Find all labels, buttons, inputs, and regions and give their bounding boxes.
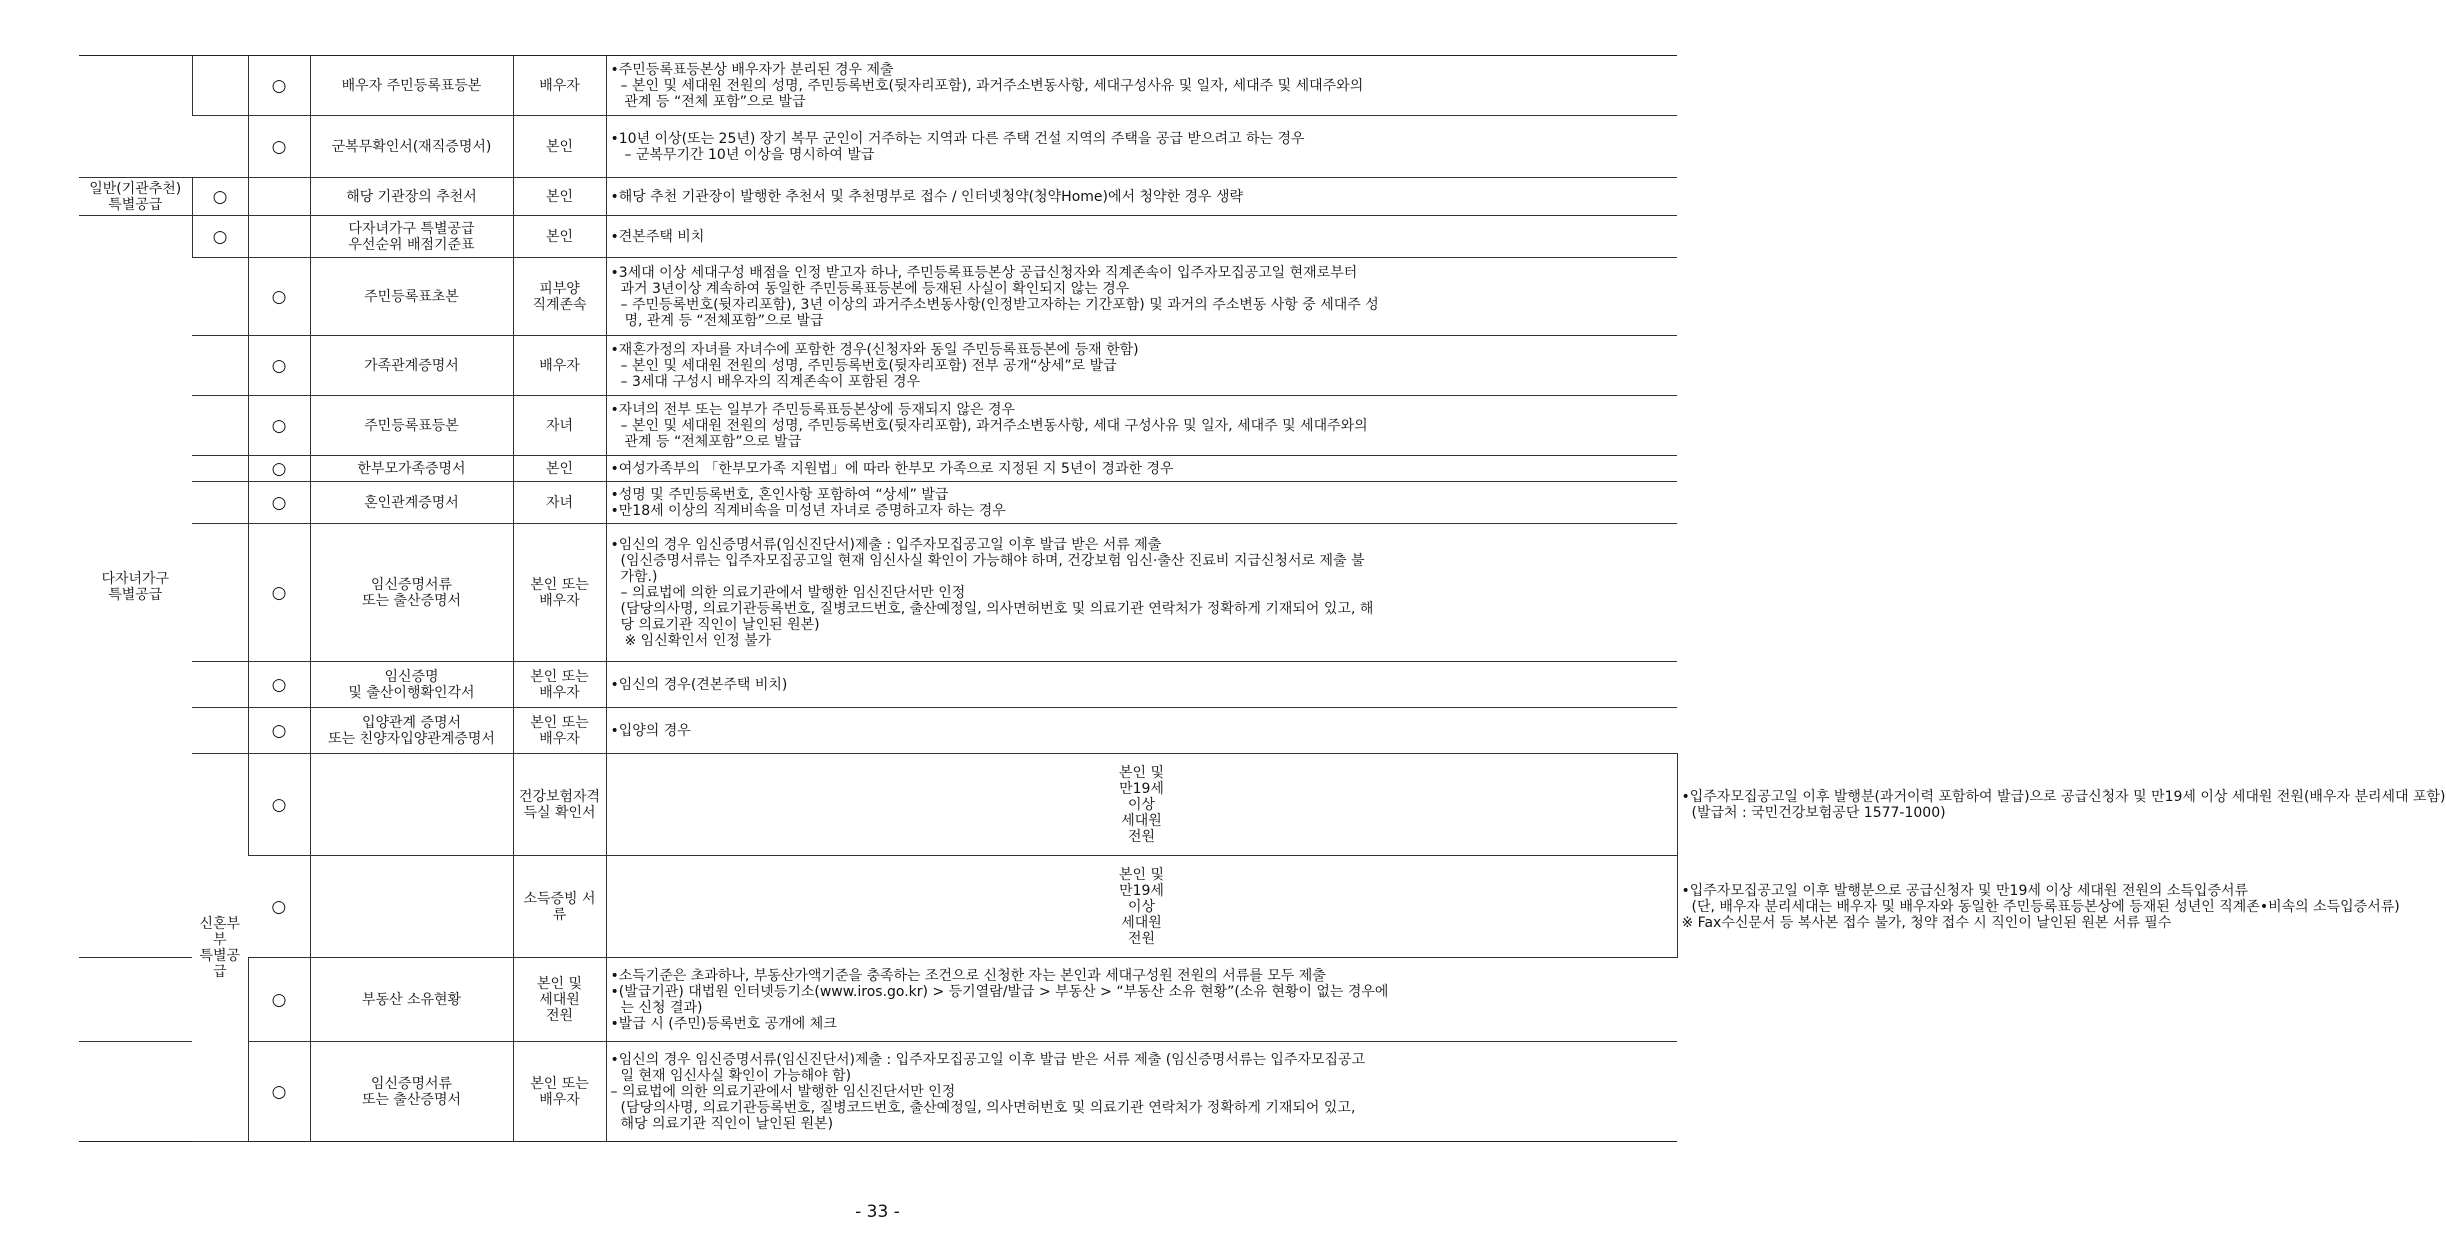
document-name: 임신증명서류 또는 출산증명서 [310, 1042, 513, 1142]
document-notes [606, 708, 1677, 754]
table-row [79, 662, 1677, 708]
conditional-mark-cell: ○ [248, 336, 310, 396]
table-row [79, 336, 1677, 396]
document-name: 해당 기관장의 추천서 [310, 178, 513, 216]
conditional-mark-cell [248, 216, 310, 258]
note-line: (담당의사명, 의료기관등록번호, 질병코드번호, 출산예정일, 의사면허번호 및 의료기관 연락처가 정확하게 기재되어 있고, [620, 1099, 1356, 1116]
document-name: 혼인관계증명서 [310, 482, 513, 524]
document-notes [606, 482, 1677, 524]
note-line: •견본주택 비치 [610, 228, 705, 245]
document-notes [606, 662, 1677, 708]
note-line: •임신의 경우 임신증명서류(임신진단서)제출 : 입주자모집공고일 이후 발급 받은 서류 제출 (임신증명서류는 입주자모집공고 [610, 1051, 1366, 1068]
applicant-target: 자녀 [513, 482, 606, 524]
note-line: 는 신청 결과) [620, 999, 703, 1016]
applicant-target: 본인 및 만19세 이상 세대원 전원 [606, 856, 1677, 958]
applicant-target: 본인 [513, 178, 606, 216]
page-number: - 33 - [855, 1202, 900, 1222]
note-line: – 의료법에 의한 의료기관에서 발행한 임신진단서만 인정 [620, 584, 966, 601]
document-name: 한부모가족증명서 [310, 456, 513, 482]
note-line: •3세대 이상 세대구성 배점을 인정 받고자 하나, 주민등록표등본상 공급신청자와 직계존속이 입주자모집공고일 현재로부터 [610, 264, 1358, 281]
note-line: – 의료법에 의한 의료기관에서 발행한 임신진단서만 인정 [610, 1083, 956, 1100]
note-line: 명, 관계 등 “전체포함”으로 발급 [624, 312, 824, 329]
table-row [79, 1042, 1677, 1142]
applicant-target: 본인 [513, 216, 606, 258]
conditional-mark-cell: ○ [248, 396, 310, 456]
note-line: (임신증명서류는 입주자모집공고일 현재 임신사실 확인이 가능해야 하며, 건강보험 임신·출산 진료비 지급신청서로 제출 불 [620, 552, 1365, 569]
note-line: 과거 3년이상 계속하여 동일한 주민등록표등본에 등재된 사실이 확인되지 않는 경우 [620, 280, 1130, 297]
applicant-target: 자녀 [513, 396, 606, 456]
note-line: – 본인 및 세대원 전원의 성명, 주민등록번호(뒷자리포함) 전부 공개“상세”로 발급 [620, 357, 1117, 374]
applicant-target: 피부양 직계존속 [513, 258, 606, 336]
conditional-mark-cell: ○ [248, 482, 310, 524]
note-line: •여성가족부의 「한부모가족 지원법」에 따라 한부모 가족으로 지정된 지 5년이 경과한 경우 [610, 460, 1174, 477]
note-line: •자녀의 전부 또는 일부가 주민등록표등본상에 등재되지 않은 경우 [610, 401, 1016, 418]
table-row [79, 456, 1677, 482]
document-name: 임신증명서류 또는 출산증명서 [310, 524, 513, 662]
required-mark-cell [192, 708, 248, 754]
note-line: •성명 및 주민등록번호, 혼인사항 포함하여 “상세” 발급 [610, 486, 949, 503]
conditional-mark-cell: ○ [248, 456, 310, 482]
document-notes [606, 116, 1677, 178]
note-line: – 3세대 구성시 배우자의 직계존속이 포함된 경우 [620, 373, 921, 390]
table-row [79, 56, 1677, 116]
document-name: 입양관계 증명서 또는 친양자입양관계증명서 [310, 708, 513, 754]
note-line: •해당 추천 기관장이 발행한 추천서 및 추천명부로 접수 / 인터넷청약(청약Home)에서 청약한 경우 생략 [610, 188, 1244, 205]
table-row [79, 116, 1677, 178]
table-row [79, 258, 1677, 336]
note-line: •주민등록표등본상 배우자가 분리된 경우 제출 [610, 61, 894, 78]
note-line: (담당의사명, 의료기관등록번호, 질병코드번호, 출산예정일, 의사면허번호 및 의료기관 연락처가 정확하게 기재되어 있고, 해 [620, 600, 1374, 617]
required-mark-cell: ○ [192, 178, 248, 216]
required-mark-cell [192, 662, 248, 708]
note-line: •발급 시 (주민)등록번호 공개에 체크 [610, 1015, 837, 1032]
applicant-target: 본인 또는 배우자 [513, 708, 606, 754]
applicant-target: 본인 또는 배우자 [513, 662, 606, 708]
required-mark-cell [79, 958, 192, 1042]
note-line: – 군복무기간 10년 이상을 명시하여 발급 [624, 146, 875, 163]
document-notes [606, 56, 1677, 116]
document-name: 배우자 주민등록표등본 [310, 56, 513, 116]
document-notes [606, 396, 1677, 456]
applicant-target: 본인 또는 배우자 [513, 524, 606, 662]
applicant-target: 본인 및 세대원 전원 [513, 958, 606, 1042]
document-name: 주민등록표초본 [310, 258, 513, 336]
document-notes [606, 456, 1677, 482]
conditional-mark-cell: ○ [248, 524, 310, 662]
applicant-target: 본인 또는 배우자 [513, 1042, 606, 1142]
required-mark-cell [192, 116, 248, 178]
applicant-target: 배우자 [513, 56, 606, 116]
document-name: 가족관계증명서 [310, 336, 513, 396]
document-name: 건강보험자격득실 확인서 [513, 754, 606, 856]
required-mark-cell [192, 456, 248, 482]
document-name: 소득증빙 서류 [513, 856, 606, 958]
required-mark-cell [192, 56, 248, 116]
table-row [79, 482, 1677, 524]
document-notes [606, 258, 1677, 336]
note-line: •재혼가정의 자녀를 자녀수에 포함한 경우(신청자와 동일 주민등록표등본에 등재 한함) [610, 341, 1139, 358]
document-notes [606, 178, 1677, 216]
note-line: •만18세 이상의 직계비속을 미성년 자녀로 증명하고자 하는 경우 [610, 502, 1006, 519]
note-line: •10년 이상(또는 25년) 장기 복무 군인이 거주하는 지역과 다른 주택 건설 지역의 주택을 공급 받으려고 하는 경우 [610, 130, 1305, 147]
applicant-target: 본인 [513, 116, 606, 178]
applicant-target: 배우자 [513, 336, 606, 396]
note-line: – 주민등록번호(뒷자리포함), 3년 이상의 과거주소변동사항(인정받고자하는 기간포함) 및 과거의 주소변동 사항 중 세대주 성 [620, 296, 1379, 313]
required-mark-cell [192, 396, 248, 456]
conditional-mark-cell: ○ [248, 1042, 310, 1142]
conditional-mark-cell [248, 178, 310, 216]
note-line: •(발급기관) 대법원 인터넷등기소(www.iros.go.kr) > 등기열람/발급 > 부동산 > “부동산 소유 현황”(소유 현황이 없는 경우에 [610, 983, 1389, 1000]
document-notes [606, 216, 1677, 258]
conditional-mark-cell: ○ [248, 56, 310, 116]
document-notes [606, 524, 1677, 662]
required-mark-cell [192, 258, 248, 336]
conditional-mark-cell: ○ [248, 958, 310, 1042]
document-name: 다자녀가구 특별공급 우선순위 배점기준표 [310, 216, 513, 258]
table-row [79, 524, 1677, 662]
conditional-mark-cell: ○ [248, 258, 310, 336]
table-row [79, 396, 1677, 456]
note-line: 관계 등 “전체포함”으로 발급 [624, 433, 802, 450]
table-row: 신혼부부 특별공급 ○ 건강보험자격득실 확인서 본인 및 만19세 이상 세대원 전원 •입주자모집공고일 이후 발행분(과거이력 포함하여 발급)으로 공급신청자 및 만19세 이상 세대원 전원(배우자 분리세대 포함) (발급처 : 국민건강보험공단 1577-1000) [79, 754, 1677, 856]
table-row [79, 216, 1677, 258]
conditional-mark-cell: ○ [248, 708, 310, 754]
note-line: – 본인 및 세대원 전원의 성명, 주민등록번호(뒷자리포함), 과거주소변동사항, 세대구성사유 및 일자, 세대주 및 세대주와의 [620, 77, 1364, 94]
table-row [79, 708, 1677, 754]
note-line: 해당 의료기관 직인이 날인된 원본) [620, 1115, 834, 1132]
document-name: 군복무확인서(재직증명서) [310, 116, 513, 178]
required-mark-cell [192, 482, 248, 524]
conditional-mark-cell [310, 754, 513, 856]
supply-type-cell: 일반(기관추천) 특별공급 [79, 178, 192, 216]
supply-type-cell: 다자녀가구 특별공급 [79, 216, 192, 958]
document-name: 주민등록표등본 [310, 396, 513, 456]
applicant-target: 본인 [513, 456, 606, 482]
note-line: 관계 등 “전체 포함”으로 발급 [624, 93, 806, 110]
document-name: 임신증명 및 출산이행확인각서 [310, 662, 513, 708]
required-mark-cell [79, 1042, 192, 1142]
required-mark-cell [192, 336, 248, 396]
conditional-mark-cell: ○ [248, 116, 310, 178]
required-mark-cell: ○ [192, 216, 248, 258]
conditional-mark-cell: ○ [248, 662, 310, 708]
note-line: ※ 임신확인서 인정 불가 [624, 632, 772, 649]
note-line: •소득기준은 초과하나, 부동산가액기준을 충족하는 조건으로 신청한 자는 본인과 세대구성원 전원의 서류를 모두 제출 [610, 967, 1326, 984]
required-mark-cell: ○ [248, 754, 310, 856]
required-documents-table [79, 55, 2446, 1142]
document-notes [606, 958, 1677, 1042]
note-line: •임신의 경우 임신증명서류(임신진단서)제출 : 입주자모집공고일 이후 발급 받은 서류 제출 [610, 536, 1162, 553]
table-row: ○ 소득증빙 서류 본인 및 만19세 이상 세대원 전원 •입주자모집공고일 이후 발행분으로 공급신청자 및 만19세 이상 세대원 전원의 소득입증서류 (단, 배우자 분리세대는 배우자 및 배우자와 동일한 주민등록표등본상에 등재된 성년인 직계존•비속의 소득입증서류) ※ Fax수신문서 등 복사본 접수 불가, 청약 접수 시 직인이 날인된 원본 서류 필수 [79, 856, 1677, 958]
conditional-mark-cell [310, 856, 513, 958]
note-line: 가함.) [620, 568, 658, 585]
note-line: 일 현재 임신사실 확인이 가능해야 함) [620, 1067, 852, 1084]
applicant-target: 본인 및 만19세 이상 세대원 전원 [606, 754, 1677, 856]
note-line: 당 의료기관 직인이 날인된 원본) [620, 616, 820, 633]
note-line: •입양의 경우 [610, 722, 691, 739]
note-line: – 본인 및 세대원 전원의 성명, 주민등록번호(뒷자리포함), 과거주소변동사항, 세대 구성사유 및 일자, 세대주 및 세대주와의 [620, 417, 1368, 434]
supply-type-cell: 신혼부부 특별공급 [192, 754, 248, 1142]
note-line: •임신의 경우(견본주택 비치) [610, 676, 788, 693]
document-name: 부동산 소유현황 [310, 958, 513, 1042]
supply-type-cell [79, 56, 192, 178]
note-line: (발급처 : 국민건강보험공단 1577-1000) [1691, 804, 1946, 821]
table-row [79, 178, 1677, 216]
document-notes [606, 336, 1677, 396]
required-mark-cell [192, 524, 248, 662]
table-row [79, 958, 1677, 1042]
note-line: (단, 배우자 분리세대는 배우자 및 배우자와 동일한 주민등록표등본상에 등재된 성년인 직계존•비속의 소득입증서류) [1691, 898, 2400, 915]
required-mark-cell: ○ [248, 856, 310, 958]
document-notes [606, 1042, 1677, 1142]
